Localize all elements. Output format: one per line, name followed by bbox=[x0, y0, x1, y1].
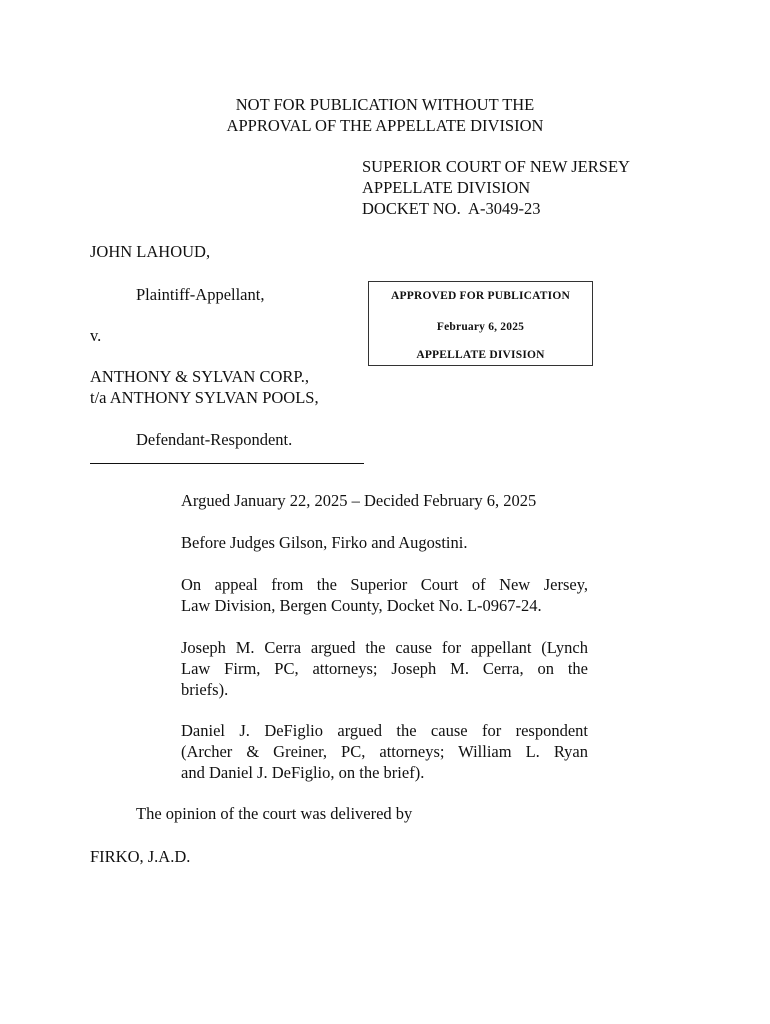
appellant-counsel-line-1: Joseph M. Cerra argued the cause for appellant (Lynch bbox=[181, 638, 588, 657]
respondent-counsel-line-2: (Archer & Greiner, PC, attorneys; William L. Ryan bbox=[181, 742, 588, 761]
respondent-counsel-line-3: and Daniel J. DeFiglio, on the brief). bbox=[181, 763, 425, 782]
respondent-counsel-line-1: Daniel J. DeFiglio argued the cause for respondent bbox=[181, 721, 588, 740]
versus: v. bbox=[90, 326, 102, 345]
appellant-counsel-line-2: Law Firm, PC, attorneys; Joseph M. Cerra, on the bbox=[181, 659, 588, 678]
respondent-counsel bbox=[181, 720, 588, 783]
docket-number: DOCKET NO. A-3049-23 bbox=[362, 199, 541, 218]
appeal-source-line-1: On appeal from the Superior Court of New Jersey, bbox=[181, 575, 588, 594]
appellant-counsel bbox=[181, 637, 588, 700]
publication-notice-line-2: APPROVAL OF THE APPELLATE DIVISION bbox=[226, 116, 544, 135]
approval-date: February 6, 2025 bbox=[436, 321, 525, 333]
panel-judges: Before Judges Gilson, Firko and Augostini. bbox=[181, 533, 468, 552]
appeal-source-line-2: Law Division, Bergen County, Docket No. L-0967-24. bbox=[181, 596, 542, 615]
caption-divider bbox=[90, 463, 364, 464]
approval-stamp-box bbox=[368, 281, 593, 366]
court-heading bbox=[362, 156, 630, 219]
publication-notice bbox=[0, 94, 770, 136]
defendant-name-line-2: t/a ANTHONY SYLVAN POOLS, bbox=[90, 388, 319, 407]
argued-decided-dates: Argued January 22, 2025 – Decided February 6, 2025 bbox=[181, 491, 537, 510]
appeal-source bbox=[181, 574, 588, 616]
plaintiff-role: Plaintiff-Appellant, bbox=[136, 285, 265, 304]
approval-division: APPELLATE DIVISION bbox=[416, 349, 545, 361]
court-division: APPELLATE DIVISION bbox=[362, 178, 531, 197]
opinion-intro: The opinion of the court was delivered by bbox=[136, 804, 413, 823]
defendant-role: Defendant-Respondent. bbox=[136, 430, 293, 449]
defendant-name bbox=[90, 366, 319, 408]
defendant-name-line-1: ANTHONY & SYLVAN CORP., bbox=[90, 367, 309, 386]
appellant-counsel-line-3: briefs). bbox=[181, 680, 229, 699]
opinion-author: FIRKO, J.A.D. bbox=[90, 847, 191, 866]
approval-title: APPROVED FOR PUBLICATION bbox=[390, 290, 570, 302]
plaintiff-name: JOHN LAHOUD, bbox=[90, 242, 211, 261]
publication-notice-line-1: NOT FOR PUBLICATION WITHOUT THE bbox=[235, 95, 535, 114]
court-name: SUPERIOR COURT OF NEW JERSEY bbox=[362, 157, 630, 176]
